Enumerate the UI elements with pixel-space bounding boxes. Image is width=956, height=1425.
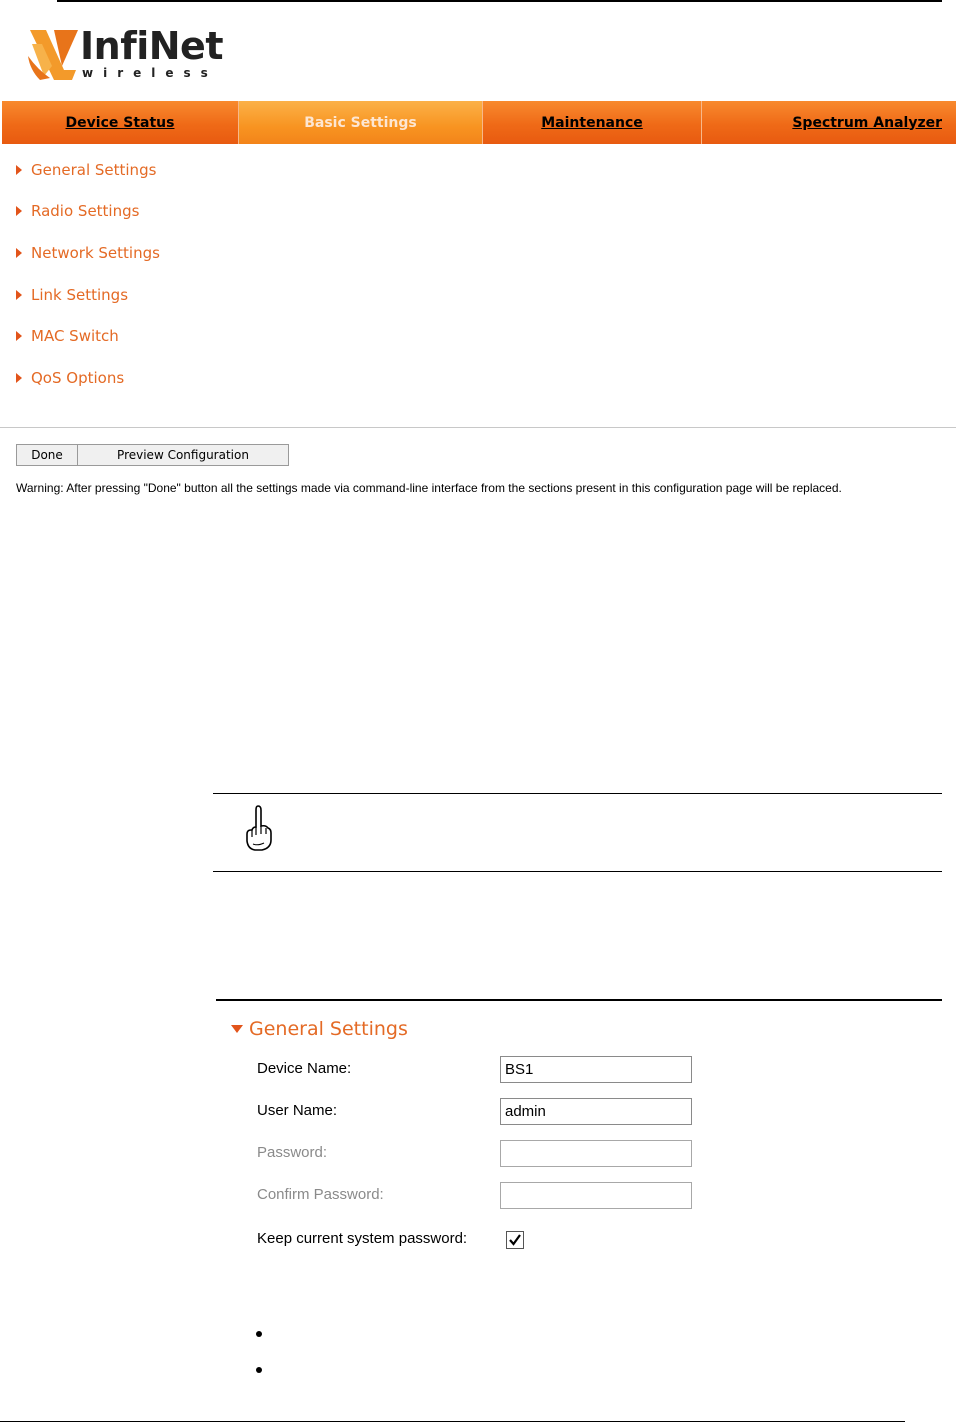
confirm-password-input[interactable] [500, 1182, 692, 1209]
menu-item-label: QoS Options [31, 369, 125, 387]
menu-item-qos-options[interactable] [16, 367, 124, 389]
logo-subtext: wireless [82, 66, 218, 80]
menu-item-mac-switch[interactable] [16, 325, 119, 347]
triangle-right-icon [16, 248, 22, 258]
triangle-right-icon [16, 373, 22, 383]
triangle-right-icon [16, 290, 22, 300]
triangle-down-icon[interactable] [231, 1025, 243, 1033]
figure-top-rule [216, 999, 942, 1001]
confirm-password-label: Confirm Password: [257, 1186, 384, 1203]
menu-item-label: MAC Switch [31, 327, 119, 345]
triangle-right-icon [16, 331, 22, 341]
menu-item-general-settings[interactable] [16, 159, 156, 181]
done-button[interactable]: Done [16, 444, 78, 466]
logo-text: InfiNet [80, 24, 223, 68]
user-name-input[interactable]: admin [500, 1098, 692, 1125]
main-tab-bar [2, 101, 956, 144]
top-rule [57, 0, 942, 2]
menu-item-label: Link Settings [31, 286, 129, 304]
logo-mark-icon [24, 26, 80, 82]
device-name-input[interactable]: BS1 [500, 1056, 692, 1083]
note-bottom-rule [213, 871, 942, 872]
keep-password-checkbox[interactable] [506, 1231, 524, 1249]
triangle-right-icon [16, 206, 22, 216]
list-bullet [256, 1367, 262, 1373]
menu-item-label: General Settings [31, 161, 157, 179]
note-top-rule [213, 793, 942, 794]
hand-pointing-icon [244, 804, 274, 852]
preview-configuration-button[interactable]: Preview Configuration [77, 444, 289, 466]
triangle-right-icon [16, 165, 22, 175]
bottom-rule [0, 1421, 905, 1422]
tab-maintenance[interactable]: Maintenance [541, 114, 643, 131]
password-input[interactable] [500, 1140, 692, 1167]
user-name-label: User Name: [257, 1102, 338, 1119]
menu-item-label: Radio Settings [31, 202, 140, 220]
password-label: Password: [257, 1144, 328, 1161]
list-bullet [256, 1331, 262, 1337]
menu-item-network-settings[interactable] [16, 242, 160, 264]
device-name-label: Device Name: [257, 1060, 352, 1077]
menu-item-link-settings[interactable] [16, 284, 128, 306]
section-divider [0, 427, 956, 428]
menu-item-radio-settings[interactable] [16, 200, 139, 222]
tab-device-status[interactable]: Device Status [65, 114, 175, 131]
warning-text: Warning: After pressing "Done" button all the settings made via command-line interface from the sections present in this configuration page will be replaced. [16, 481, 842, 495]
keep-password-label: Keep current system password: [257, 1230, 468, 1247]
checkmark-icon [507, 1232, 523, 1248]
tab-spectrum-analyzer[interactable]: Spectrum Analyzer [792, 114, 942, 131]
menu-item-label: Network Settings [31, 244, 160, 262]
tab-basic-settings[interactable]: Basic Settings [239, 101, 482, 144]
general-settings-heading[interactable]: General Settings [249, 1018, 408, 1040]
